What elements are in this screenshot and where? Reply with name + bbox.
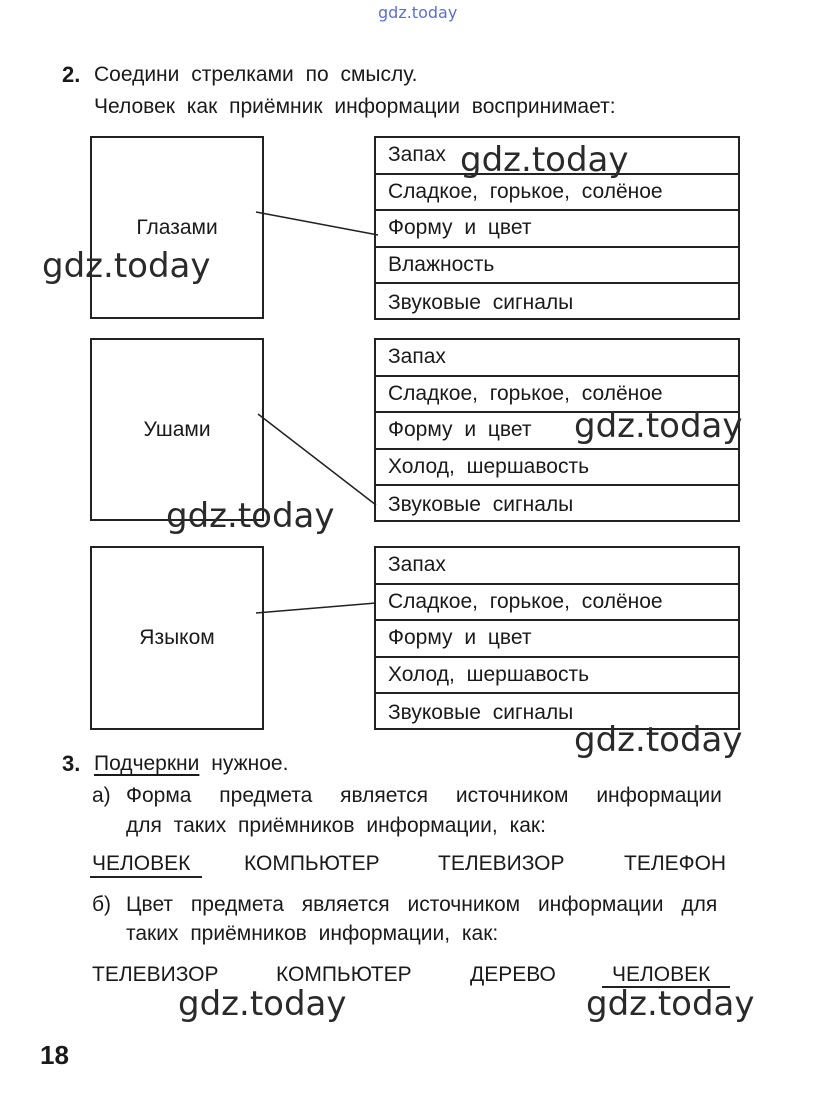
word-option[interactable]: ТЕЛЕВИЗОР [438, 852, 565, 875]
word-option[interactable]: КОМПЬЮТЕР [276, 963, 412, 986]
watermark: gdz.today [586, 984, 755, 1024]
option-item[interactable]: Сладкое, горькое, солёное [376, 585, 738, 622]
word-option[interactable]: ДЕРЕВО [470, 963, 556, 986]
task3b-line1: Цвет предмета является источником информации для [126, 893, 718, 916]
word-option[interactable]: КОМПЬЮТЕР [244, 852, 380, 875]
word-option[interactable]: ТЕЛЕФОН [624, 852, 727, 875]
option-item[interactable]: Сладкое, горькое, солёное [376, 175, 738, 212]
option-item[interactable]: Запах [376, 138, 738, 175]
option-item[interactable]: Звуковые сигналы [388, 290, 574, 314]
watermark: gdz.today [178, 984, 347, 1024]
option-item[interactable]: Форму и цвет [376, 211, 738, 248]
task3-number: 3. [62, 751, 81, 776]
task2-prompt: Человек как приёмник информации воспринимает: [94, 95, 616, 118]
option-item[interactable]: Холод, шершавость [376, 450, 738, 487]
header-watermark: gdz.today [378, 3, 458, 22]
option-item[interactable]: Форму и цвет [376, 621, 738, 658]
option-item[interactable]: Сладкое, горькое, солёное [376, 377, 738, 414]
option-item[interactable]: Форму и цвет [376, 413, 738, 450]
task2-instruction: Соедини стрелками по смыслу. [94, 63, 418, 86]
word-option[interactable]: ЧЕЛОВЕК [92, 852, 191, 875]
task3-instruction-rest: нужное. [211, 752, 289, 775]
organ-label: Языком [139, 626, 215, 649]
option-item[interactable]: Запах [376, 340, 738, 377]
underline-mark [90, 876, 202, 878]
task3a-line2: для таких приёмников информации, как: [126, 814, 546, 837]
task2-number: 2. [62, 62, 81, 87]
task3a-line1: Форма предмета является источником информации [126, 784, 722, 807]
watermark: gdz.today [42, 246, 211, 286]
option-item[interactable]: Холод, шершавость [376, 658, 738, 695]
option-item[interactable]: Запах [376, 548, 738, 585]
connection-line-tongue [256, 603, 376, 613]
task3a-label: а) [92, 784, 111, 807]
task3-instruction [94, 752, 288, 776]
watermark: gdz.today [166, 496, 335, 536]
watermark: gdz.today [574, 406, 743, 446]
option-item[interactable]: Влажность [376, 248, 738, 285]
watermark: gdz.today [460, 140, 629, 180]
task3b-line2: таких приёмников информации, как: [126, 922, 499, 945]
option-item[interactable]: Звуковые сигналы [388, 700, 574, 724]
option-item[interactable]: Звуковые сигналы [388, 492, 574, 516]
connection-line-ears [258, 414, 376, 505]
word-option[interactable]: ТЕЛЕВИЗОР [92, 963, 219, 986]
organ-label: Глазами [136, 215, 218, 239]
task3-instruction-underlined: Подчеркни [94, 752, 200, 775]
word-option[interactable]: ЧЕЛОВЕК [612, 963, 711, 986]
organ-label: Ушами [143, 417, 211, 441]
page-number: 18 [40, 1040, 69, 1070]
task3b-label: б) [92, 893, 112, 916]
connection-line-eyes [256, 212, 378, 235]
watermark: gdz.today [574, 720, 743, 760]
